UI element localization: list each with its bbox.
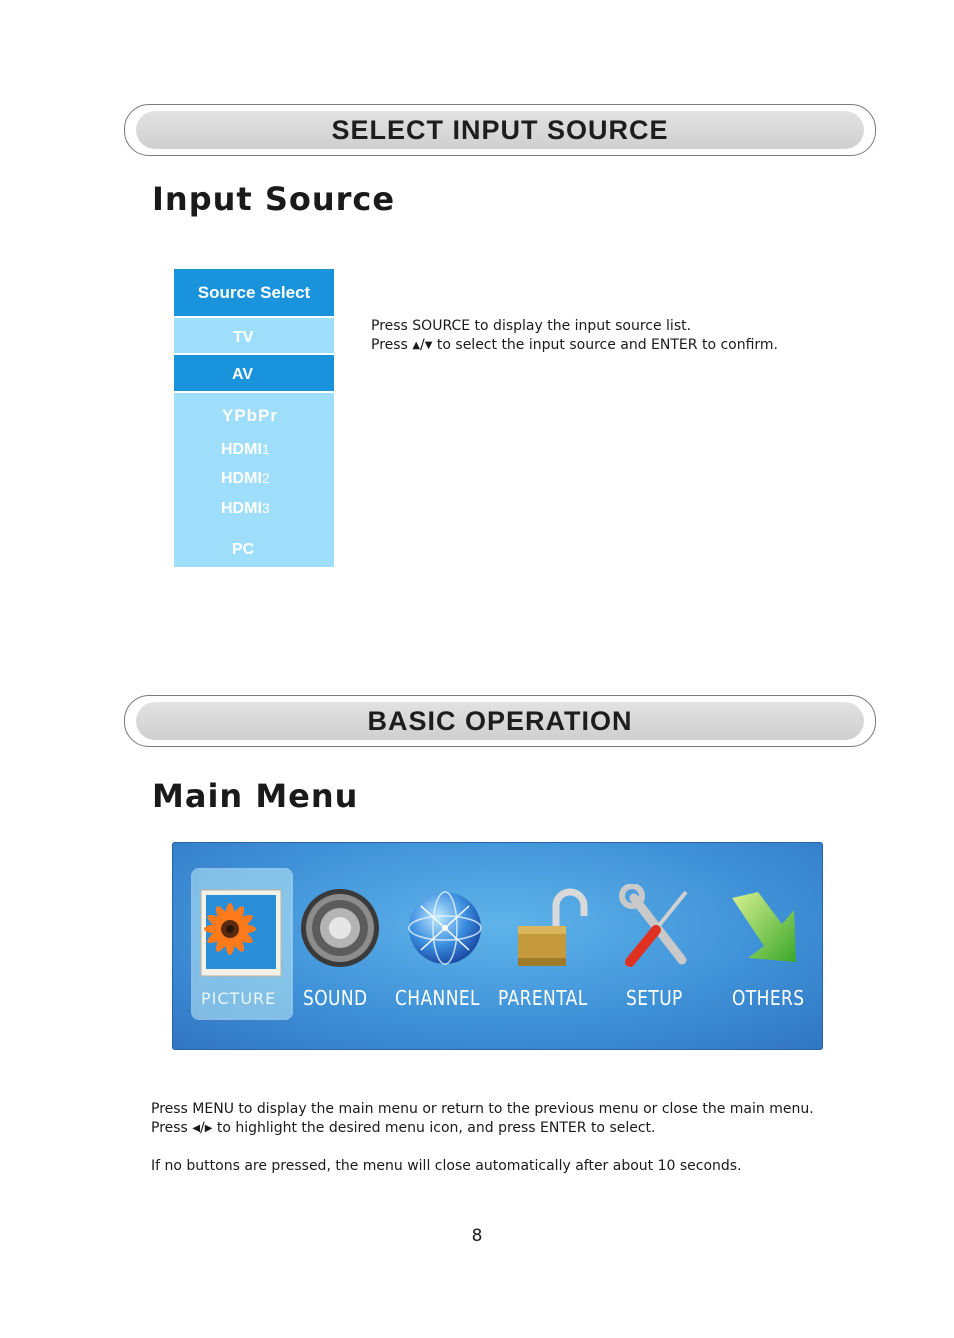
slash: / [420, 337, 425, 353]
banner-title: SELECT INPUT SOURCE [331, 114, 669, 145]
slash: / [200, 1120, 205, 1136]
banner-title: BASIC OPERATION [367, 705, 633, 736]
tools-icon[interactable] [616, 884, 698, 974]
source-select-panel [174, 269, 334, 567]
desc-press: Press [371, 337, 408, 353]
heading-input-source: Input Source [152, 180, 396, 218]
arrow-icon[interactable] [724, 884, 806, 974]
source-item-av[interactable]: AV [232, 366, 254, 383]
source-item-ypbpr[interactable]: YPbPr [222, 406, 279, 425]
right-arrow-icon: ▶ [204, 1123, 213, 1134]
desc-line: to select the input source and ENTER to confirm. [436, 337, 779, 353]
down-arrow-icon: ▼ [424, 340, 433, 351]
source-select-header: Source Select [174, 269, 334, 316]
timeout-note: If no buttons are pressed, the menu will close automatically after about 10 seconds. [151, 1158, 742, 1174]
menu-item-sound[interactable]: SOUND [303, 986, 368, 1010]
menu-item-picture[interactable]: PICTURE [201, 989, 277, 1008]
desc-press: Press [151, 1120, 188, 1136]
source-item-hdmi2[interactable]: HDMI2 [221, 470, 270, 487]
section-banner-input-source [124, 104, 876, 156]
menu-item-others[interactable]: OTHERS [732, 986, 805, 1010]
speaker-icon[interactable] [300, 884, 382, 974]
desc-line: to highlight the desired menu icon, and press ENTER to select. [216, 1120, 656, 1136]
source-item-tv[interactable]: TV [233, 329, 254, 346]
globe-icon[interactable] [405, 884, 487, 974]
main-menu-panel [172, 842, 823, 1050]
source-description [371, 317, 778, 356]
menu-item-setup[interactable]: SETUP [626, 986, 683, 1010]
source-item-hdmi3[interactable]: HDMI3 [221, 500, 270, 517]
source-item-hdmi1[interactable]: HDMI1 [221, 441, 270, 458]
desc-line: Press SOURCE to display the input source list. [371, 318, 692, 334]
up-arrow-icon: ▲ [412, 340, 421, 351]
section-banner-basic-operation [124, 695, 876, 747]
selected-row-highlight [174, 355, 334, 391]
menu-description [151, 1100, 814, 1139]
page-number: 8 [471, 1226, 483, 1246]
picture-icon[interactable] [200, 888, 282, 978]
menu-item-parental[interactable]: PARENTAL [498, 986, 588, 1010]
menu-item-channel[interactable]: CHANNEL [395, 986, 480, 1010]
heading-main-menu: Main Menu [152, 777, 359, 815]
divider [174, 391, 334, 393]
source-item-pc[interactable]: PC [232, 541, 255, 558]
padlock-icon[interactable] [512, 884, 594, 974]
banner-inner [136, 702, 864, 740]
banner-inner [136, 111, 864, 149]
divider [174, 316, 334, 318]
left-arrow-icon: ◀ [192, 1123, 201, 1134]
desc-line: Press MENU to display the main menu or return to the previous menu or close the main menu. [151, 1101, 814, 1117]
